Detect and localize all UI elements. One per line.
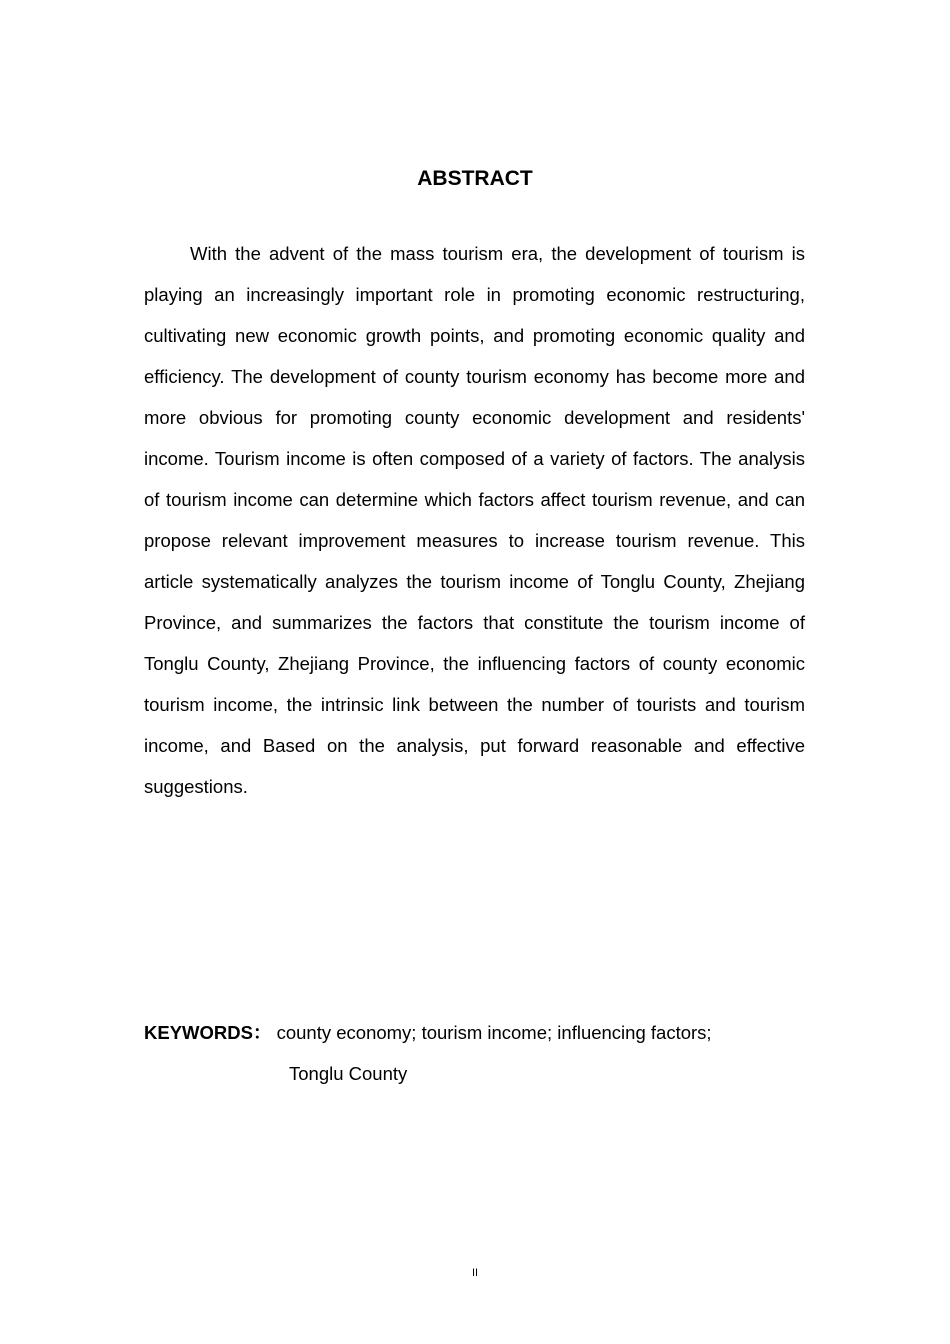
abstract-paragraph: With the advent of the mass tourism era, the development of tourism is playing an increasingly important role in promoting economic restructuring, cultivating new economic growth points, and promoting economic quality and efficiency. The development of county tourism economy has become more and more obvious for promoting county economic development and residents' income. Tourism income is often composed of a variety of factors. The analysis of tourism income can determine which factors affect tourism revenue, and can propose relevant improvement measures to increase tourism revenue. This article systematically analyzes the tourism income of Tonglu County, Zhejiang Province, and summarizes the factors that constitute the tourism income of Tonglu County, Zhejiang Province, the influencing factors of county economic tourism income, the intrinsic link between the number of tourists and tourism income, and Based on the analysis, put forward reasonable and effective suggestions.: [144, 243, 805, 797]
page-number: II: [471, 1267, 479, 1279]
keywords-label: KEYWORDS：: [144, 1022, 272, 1043]
keywords-section: [144, 1012, 805, 1094]
keywords-line-2: Tonglu County: [289, 1063, 408, 1084]
keywords-line-1: county economy; tourism income; influencing factors;: [276, 1022, 712, 1043]
page-title: ABSTRACT: [417, 167, 533, 190]
